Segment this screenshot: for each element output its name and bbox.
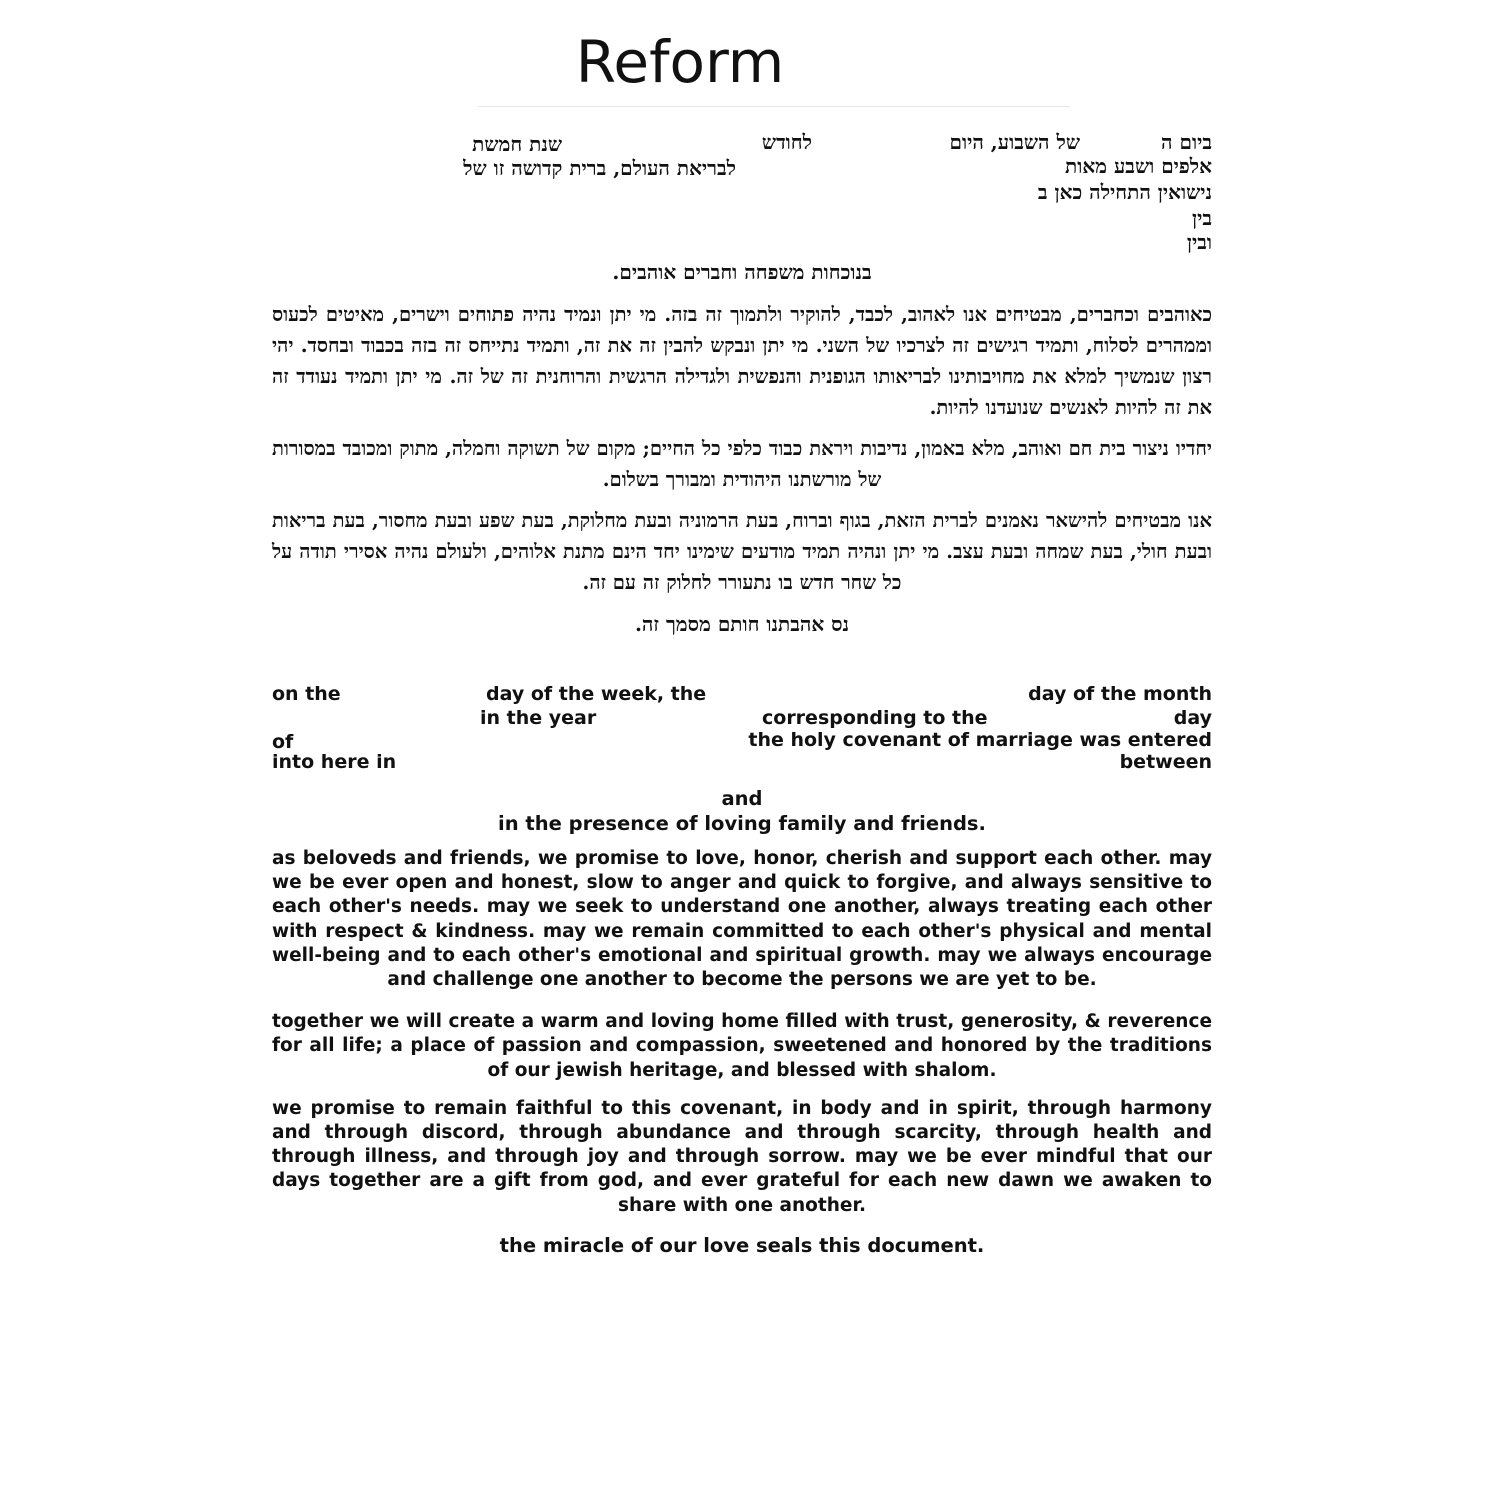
english-header-on-the: on the [272, 683, 341, 705]
english-header-between: between [1119, 751, 1212, 773]
english-header-day-month: day of the month [1028, 683, 1212, 705]
english-presence: in the presence of loving family and friends. [498, 812, 986, 835]
page-title: Reform [575, 28, 785, 96]
english-header-of: of [272, 731, 294, 753]
hebrew-seal: נס אהבתנו חותם מסמך זה. [634, 612, 850, 636]
english-paragraph-1: as beloveds and friends, we promise to love, honor, cherish and support each other. may we be ever open and honest, slow to anger and quick to forgive, and always sensitive to each other's needs. may we seek to understand one another, always treating each other with respect & kindness. may we remain committed to each other's physical and mental well-being and to each other's emotional and spiritual growth. may we always encourage and challenge one another to become the persons we are yet to be. [272, 848, 1212, 991]
hebrew-header-r2-b: לבריאת העולם, ברית קדושה זו של [463, 156, 736, 180]
english-seal: the miracle of our love seals this document. [499, 1233, 985, 1257]
hebrew-presence: בנוכחות משפחה וחברים אוהבים. [612, 260, 872, 284]
english-header-covenant: the holy covenant of marriage was entered [748, 729, 1212, 751]
hebrew-paragraph-2: יחדיו ניצור בית חם ואוהב, מלא באמון, נדיבות ויראת כבוד כלפי כל החיים; מקום של תשוקה וחמלה, מתוק ומכובד במסורות של מורשתנו היהודית ומבורך בשלום. [272, 437, 1212, 491]
hebrew-paragraph-1: כאוהבים וכחברים, מבטיחים אנו לאהוב, לכבד, להוקיר ולתמוך זה בזה. מי יתן ונמיד נהיה פתוחים וישרים, מאיטים לכעוס וממהרים לסלוח, ותמיד רגישים זה לצרכיו של השני. מי יתן ונבקש להבין זה את זה, ותמיד נתייחס זה בזה בכבוד ובחסד. יהי רצון שנמשיך למלא את מחויבותינו לבריאותו הגופנית והנפשית ולגדילה הרגשית והרוחנית זה של זה. מי יתן ותמיד נעודד זה את זה להיות לאנשים שנועדנו להיות. [272, 303, 1212, 419]
english-paragraph-3: we promise to remain faithful to this covenant, in body and in spirit, through harmony and through discord, through abundance and through scarcity, through health and through illness, and through joy and through sorrow. may we be ever mindful that our days together are a gift from god, and ever grateful for each new dawn we awaken to share with one another. [272, 1097, 1212, 1216]
hebrew-paragraph-3: אנו מבטיחים להישאר נאמנים לברית הזאת, בגוף וברוח, בעת הרמוניה ובעת מחלוקת, בעת שפע ובעת מחסור, בעת בריאות ובעת חולי, בעת שמחה ובעת עצב. מי יתן ונהיה תמיד מודעים שימינו יחד הינם מתנת אלוהים, ולעולם נהיה אסירי תודה על כל שחר חדש בו נתעורר לחלוק זה עם זה. [272, 509, 1212, 594]
ketubah-document [272, 130, 1212, 1257]
english-header [272, 683, 1212, 795]
hebrew-header-r1-c: לחודש [761, 130, 812, 154]
english-header-day: day [1173, 707, 1212, 729]
english-paragraph-2: together we will create a warm and loving home filled with trust, generosity, & reverence for all life; a place of passion and compassion, sweetened and honored by the traditions of our jewish heritage, and blessed with shalom. [272, 1011, 1212, 1081]
hebrew-header-r2-a: אלפים ושבע מאות [1065, 154, 1212, 178]
hebrew-header [272, 130, 1212, 258]
hebrew-section [272, 130, 1212, 637]
hebrew-header-r1-b: של השבוע, היום [949, 130, 1080, 154]
english-header-corresponding: corresponding to the [762, 707, 988, 729]
english-section [272, 683, 1212, 1257]
hebrew-header-r4: בין [1192, 206, 1212, 230]
hebrew-header-r1-d: שנת חמשת [472, 132, 562, 156]
english-header-day-week: day of the week, the [486, 683, 707, 705]
english-header-in-year: in the year [480, 707, 597, 729]
hebrew-header-r3: נישואין התחילה כאן ב [1037, 180, 1212, 204]
hebrew-header-r5: ובין [1186, 230, 1212, 254]
english-header-into-here: into here in [272, 751, 397, 773]
title-divider [478, 106, 1070, 107]
english-and: and [721, 787, 763, 810]
hebrew-header-r1-a: ביום ה [1161, 130, 1212, 154]
